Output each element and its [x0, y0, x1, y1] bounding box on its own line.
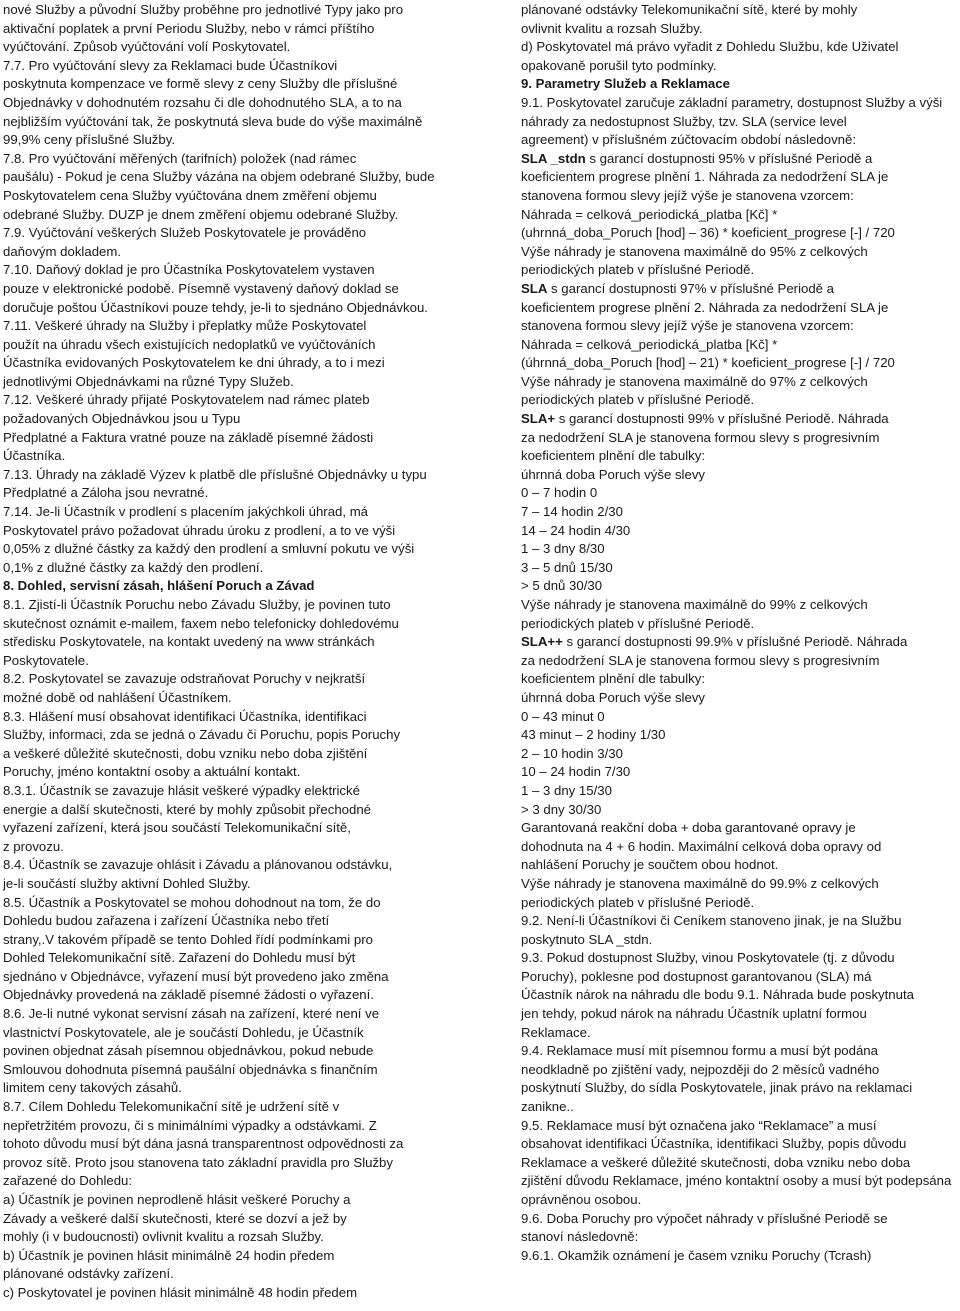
- left-column-line: [3, 670, 458, 689]
- line-text: úhrnná doba Poruch výše slevy: [521, 689, 706, 705]
- right-column-line: [521, 429, 957, 448]
- left-column-line: [3, 819, 458, 838]
- right-column-line: [521, 466, 957, 485]
- line-text: 0 – 43 minut 0: [521, 708, 605, 724]
- left-column-line: [3, 522, 458, 541]
- line-text: 9.5. Reklamace musí být označena jako “Reklamace” a musí: [521, 1117, 877, 1133]
- line-text: zařazené do Dohledu:: [3, 1173, 133, 1189]
- left-column-line: [3, 708, 458, 727]
- line-text: poskytnuto SLA _stdn.: [521, 931, 653, 947]
- left-column-line: [3, 484, 458, 503]
- line-text: 9.6. Doba Poruchy pro výpočet náhrady v příslušné Periodě se: [521, 1210, 888, 1226]
- right-column-line: [521, 986, 957, 1005]
- left-column-line: [3, 912, 458, 931]
- right-column-line: [521, 1005, 957, 1024]
- line-text: 8.4. Účastník se zavazuje ohlásit i Závadu a plánovanou odstávku,: [3, 857, 393, 873]
- line-text: s garancí dostupnosti 99.9% v příslušné Periodě. Náhrada: [562, 634, 908, 650]
- right-column-line: [521, 559, 957, 578]
- left-column-line: [3, 1228, 458, 1247]
- line-text: Reklamace a veškeré důležité skutečnosti, doba vzniku nebo doba: [521, 1154, 911, 1170]
- left-column-line: [3, 20, 458, 39]
- right-column-line: [521, 968, 957, 987]
- right-column-line: [521, 894, 957, 913]
- line-text: Náhrada = celková_periodická_platba [Kč] *: [521, 336, 778, 352]
- right-column-line: [521, 243, 957, 262]
- right-column-line: [521, 113, 957, 132]
- line-text: d) Poskytovatel má právo vyřadit z Dohledu Službu, kde Uživatel: [521, 39, 899, 55]
- line-text: b) Účastník je povinen hlásit minimálně 24 hodin předem: [3, 1247, 335, 1263]
- left-column-line: [3, 1284, 458, 1303]
- left-column-line: [3, 131, 458, 150]
- right-column-line: [521, 317, 957, 336]
- line-text: > 5 dnů 30/30: [521, 578, 603, 594]
- line-text: Náhrada = celková_periodická_platba [Kč] *: [521, 206, 778, 222]
- line-text: Poskytovatelem cena Služby vyúčtována dnem změření objemu: [3, 187, 377, 203]
- line-text: a veškeré důležité skutečnosti, dobu vzniku nebo doba zjištění: [3, 745, 368, 761]
- right-column-line: [521, 540, 957, 559]
- right-column-line: [521, 336, 957, 355]
- line-text: 9.6.1. Okamžik oznámení je časem vzniku Poruchy (Tcrash): [521, 1247, 872, 1263]
- left-column-line: [3, 280, 458, 299]
- line-text: plánované odstávky Telekomunikační sítě, které by mohly: [521, 2, 858, 17]
- line-text: periodických plateb v příslušné Periodě.: [521, 262, 755, 278]
- left-column-line: [3, 187, 458, 206]
- left-column-line: [3, 503, 458, 522]
- right-column-line: [521, 1117, 957, 1136]
- left-column-line: [3, 243, 458, 262]
- right-column-line: [521, 299, 957, 318]
- left-column-line: [3, 949, 458, 968]
- bold-text: SLA: [521, 280, 548, 296]
- line-text: stanoví následovně:: [521, 1229, 639, 1245]
- bold-text: SLA+: [521, 411, 556, 427]
- line-text: 14 – 24 hodin 4/30: [521, 522, 631, 538]
- left-column-line: [3, 466, 458, 485]
- right-column-line: [521, 801, 957, 820]
- right-column: [521, 1, 957, 1265]
- line-text: Výše náhrady je stanovena maximálně do 95% z celkových: [521, 243, 868, 259]
- line-text: s garancí dostupnosti 99% v příslušné Periodě. Náhrada: [555, 411, 889, 427]
- left-column-line: [3, 38, 458, 57]
- left-column-line: [3, 150, 458, 169]
- line-text: 8.3.1. Účastník se zavazuje hlásit veškeré výpadky elektrické: [3, 782, 360, 798]
- line-text: Účastník nárok na náhradu dle bodu 9.1. Náhrada bude poskytnuta: [521, 987, 914, 1003]
- line-text: plánované odstávky zařízení.: [3, 1266, 174, 1282]
- right-column-line: [521, 745, 957, 764]
- left-column-line: [3, 75, 458, 94]
- line-text: jen tehdy, pokud nárok na náhradu Účastník uplatní formou: [521, 1006, 867, 1022]
- right-column-line: [521, 1098, 957, 1117]
- right-column-line: [521, 187, 957, 206]
- left-column-line: [3, 1005, 458, 1024]
- line-text: koeficientem progrese plnění 2. Náhrada za nedodržení SLA je: [521, 299, 889, 315]
- line-text: Předplatné a Faktura vratné pouze na základě písemné žádosti: [3, 429, 374, 445]
- left-column-line: [3, 894, 458, 913]
- left-column-line: [3, 931, 458, 950]
- right-column-line: [521, 782, 957, 801]
- line-text: 8.5. Účastník a Poskytovatel se mohou dohodnout na tom, že do: [3, 894, 381, 910]
- right-column-line: [521, 168, 957, 187]
- line-text: 3 – 5 dnů 15/30: [521, 559, 613, 575]
- line-text: pouze v elektronické podobě. Písemně vystavený daňový doklad se: [3, 280, 399, 296]
- left-column-line: [3, 1079, 458, 1098]
- line-text: zjištění důvodu Reklamace, jméno kontaktní osoby a musí být podepsána: [521, 1173, 952, 1189]
- left-column-line: [3, 745, 458, 764]
- left-column-line: [3, 559, 458, 578]
- left-column-line: [3, 596, 458, 615]
- bold-text: 9. Parametry Služeb a Reklamace: [521, 76, 730, 92]
- right-column-line: [521, 1, 957, 20]
- right-column-line: [521, 391, 957, 410]
- right-column-line: [521, 577, 957, 596]
- right-column-line: [521, 1135, 957, 1154]
- line-text: 2 – 10 hodin 3/30: [521, 745, 623, 761]
- line-text: 7.7. Pro vyúčtování slevy za Reklamaci bude Účastníkovi: [3, 57, 338, 73]
- left-column-line: [3, 1, 458, 20]
- line-text: neodkladně po zjištění vady, nejpozději do 2 měsíců vadného: [521, 1061, 880, 1077]
- right-column-line: [521, 206, 957, 225]
- line-text: 7.10. Daňový doklad je pro Účastníka Poskytovatelem vystaven: [3, 262, 375, 278]
- line-text: stanovena formou slevy jejíž výše je stanovena vzorcem:: [521, 318, 854, 334]
- left-column-line: [3, 782, 458, 801]
- line-text: 1 – 3 dny 8/30: [521, 541, 605, 557]
- line-text: úhrnná doba Poruch výše slevy: [521, 466, 706, 482]
- right-column-line: [521, 354, 957, 373]
- line-text: Dohled Telekomunikační sítě. Zařazení do Dohledu musí být: [3, 950, 356, 966]
- line-text: Účastníka evidovaných Poskytovatelem ke dni úhrady, a to i mezi: [3, 355, 385, 371]
- right-column-line: [521, 633, 957, 652]
- line-text: 0 – 7 hodin 0: [521, 485, 598, 501]
- left-column-line: [3, 1154, 458, 1173]
- right-column-line: [521, 410, 957, 429]
- left-column-line: [3, 1117, 458, 1136]
- left-column: [3, 1, 458, 1303]
- right-column-line: [521, 931, 957, 950]
- right-column-line: [521, 819, 957, 838]
- line-text: 7.12. Veškeré úhrady přijaté Poskytovatelem nad rámec plateb: [3, 392, 370, 408]
- left-column-line: [3, 1247, 458, 1266]
- left-column-line: [3, 633, 458, 652]
- line-text: tohoto důvodu musí být dána jasná transparentnost odpovědnosti za: [3, 1136, 404, 1152]
- line-text: a) Účastník je povinen neprodleně hlásit veškeré Poruchy a: [3, 1192, 351, 1207]
- right-column-line: [521, 38, 957, 57]
- line-text: nepřetržitém provozu, či s minimálními výpadky a odstávkami. Z: [3, 1117, 377, 1133]
- line-text: energie a další skutečnosti, které by mohly způsobit přechodné: [3, 801, 371, 817]
- left-column-line: [3, 373, 458, 392]
- line-text: obsahovat identifikaci Účastníka, identifikaci Služby, popis důvodu: [521, 1136, 907, 1152]
- left-column-line: [3, 540, 458, 559]
- line-text: periodických plateb v příslušné Periodě.: [521, 615, 755, 631]
- left-column-line: [3, 224, 458, 243]
- left-column-line: [3, 354, 458, 373]
- left-column-line: [3, 986, 458, 1005]
- right-column-line: [521, 1172, 957, 1191]
- line-text: 1 – 3 dny 15/30: [521, 782, 612, 798]
- left-column-line: [3, 391, 458, 410]
- right-column-line: [521, 94, 957, 113]
- left-column-line: [3, 299, 458, 318]
- line-text: 7.11. Veškeré úhrady na Služby i přeplatky může Poskytovatel: [3, 318, 367, 334]
- left-column-line: [3, 1098, 458, 1117]
- left-column-line: [3, 1210, 458, 1229]
- line-text: Poruchy, jméno kontaktní osoby a aktuální kontakt.: [3, 764, 301, 780]
- line-text: mohly (i v budoucnosti) ovlivnit kvalitu a rozsah Služby.: [3, 1229, 324, 1245]
- left-column-line: [3, 875, 458, 894]
- line-text: periodických plateb v příslušné Periodě.: [521, 392, 755, 408]
- line-text: koeficientem plnění dle tabulky:: [521, 448, 706, 464]
- left-column-line: [3, 968, 458, 987]
- line-text: 9.1. Poskytovatel zaručuje základní parametry, dostupnost Služby a výši: [521, 94, 943, 110]
- line-text: aktivační poplatek a první Periodu Služby, nebo v rámci příštího: [3, 20, 375, 36]
- line-text: použít na úhradu všech existujících nedoplatků ve vyúčtováních: [3, 336, 376, 352]
- line-text: středisku Poskytovatele, na kontakt uvedený na www stránkách: [3, 634, 375, 650]
- left-column-line: [3, 838, 458, 857]
- line-text: Výše náhrady je stanovena maximálně do 99.9% z celkových: [521, 875, 879, 891]
- line-text: (uhrnná_doba_Poruch [hod] – 36) * koeficient_progrese [-] / 720: [521, 225, 895, 241]
- line-text: nové Služby a původní Služby proběhne pro jednotlivé Typy jako pro: [3, 2, 404, 17]
- line-text: zanikne..: [521, 1099, 574, 1115]
- line-text: 8.7. Cílem Dohledu Telekomunikační sítě je udržení sítě v: [3, 1099, 340, 1115]
- line-text: Garantovaná reakční doba + doba garantované opravy je: [521, 820, 856, 836]
- right-column-line: [521, 726, 957, 745]
- line-text: 7 – 14 hodin 2/30: [521, 504, 623, 520]
- bold-text: SLA++: [521, 634, 563, 650]
- left-column-line: [3, 1135, 458, 1154]
- line-text: 0,1% z dlužné částky za každý den prodlení.: [3, 559, 264, 575]
- right-column-line: [521, 652, 957, 671]
- right-column-line: [521, 596, 957, 615]
- right-column-line: [521, 912, 957, 931]
- line-text: 43 minut – 2 hodiny 1/30: [521, 727, 666, 743]
- line-text: 7.14. Je-li Účastník v prodlení s placením jakýchkoli úhrad, má: [3, 504, 369, 520]
- right-column-line: [521, 1061, 957, 1080]
- line-text: agreement) v příslušném zúčtovacím období následovně:: [521, 132, 856, 148]
- left-column-line: [3, 1265, 458, 1284]
- line-text: Dohledu budou zařazena i zařízení Účastníka nebo třetí: [3, 913, 330, 929]
- line-text: Výše náhrady je stanovena maximálně do 97% z celkových: [521, 373, 868, 389]
- line-text: Předplatné a Záloha jsou nevratné.: [3, 485, 209, 501]
- line-text: poskytnutí Služby, do sídla Poskytovatele, jinak právo na reklamaci: [521, 1080, 913, 1096]
- line-text: sjednáno v Objednávce, vyřazení musí být provedeno jako změna: [3, 968, 389, 984]
- right-column-line: [521, 708, 957, 727]
- line-text: povinen objednat zásah písemnou objednávkou, pokud nebude: [3, 1043, 374, 1059]
- line-text: za nedodržení SLA je stanovena formou slevy s progresivním: [521, 429, 880, 445]
- line-text: Reklamace.: [521, 1024, 591, 1040]
- right-column-line: [521, 522, 957, 541]
- line-text: s garancí dostupnosti 95% v příslušné Periodě a: [585, 150, 873, 166]
- line-text: Účastníka.: [3, 448, 66, 464]
- right-column-line: [521, 763, 957, 782]
- right-column-line: [521, 1210, 957, 1229]
- left-column-line: [3, 261, 458, 280]
- line-text: 8.6. Je-li nutné vykonat servisní zásah na zařízení, které není ve: [3, 1006, 380, 1022]
- right-column-line: [521, 1191, 957, 1210]
- line-text: 7.8. Pro vyúčtování měřených (tarifních) položek (nad rámec: [3, 150, 357, 166]
- line-text: požadovaných Objednávkou jsou u Typu: [3, 411, 241, 427]
- left-column-line: [3, 336, 458, 355]
- right-column-line: [521, 670, 957, 689]
- line-text: nejbližším vyúčtování tak, že poskytnutá sleva bude do výše maximálně: [3, 113, 423, 129]
- line-text: je-li součástí služby aktivní Dohled Služby.: [3, 875, 251, 891]
- line-text: doručuje poštou Účastníkovi pouze tehdy, je-li to sjednáno Objednávkou.: [3, 299, 428, 315]
- line-text: za nedodržení SLA je stanovena formou slevy s progresivním: [521, 652, 880, 668]
- line-text: oprávněnou osobou.: [521, 1192, 642, 1207]
- left-column-line: [3, 856, 458, 875]
- right-column-line: [521, 1247, 957, 1266]
- left-column-line: [3, 689, 458, 708]
- line-text: provoz sítě. Proto jsou stanovena tato základní pravidla pro Služby: [3, 1154, 393, 1170]
- line-text: periodických plateb v příslušné Periodě.: [521, 894, 755, 910]
- left-column-line: [3, 113, 458, 132]
- line-text: Objednávky provedená na základě písemné žádosti o vyřazení.: [3, 987, 374, 1003]
- left-column-line: [3, 410, 458, 429]
- line-text: 8.3. Hlášení musí obsahovat identifikaci Účastníka, identifikaci: [3, 708, 367, 724]
- left-column-line: [3, 447, 458, 466]
- right-column-line: [521, 75, 957, 94]
- bold-text: SLA _stdn: [521, 150, 586, 166]
- right-column-line: [521, 131, 957, 150]
- left-column-line: [3, 1191, 458, 1210]
- line-text: > 3 dny 30/30: [521, 801, 602, 817]
- left-column-line: [3, 429, 458, 448]
- line-text: 9.3. Pokud dostupnost Služby, vinou Poskytovatele (tj. z důvodu: [521, 950, 895, 966]
- line-text: 8.2. Poskytovatel se zavazuje odstraňovat Poruchy v nejkratší: [3, 671, 366, 687]
- line-text: (úhrnná_doba_Poruch [hod] – 21) * koeficient_progrese [-] / 720: [521, 355, 895, 371]
- left-column-line: [3, 1024, 458, 1043]
- right-column-line: [521, 1228, 957, 1247]
- right-column-line: [521, 484, 957, 503]
- line-text: Poskytovatel právo požadovat úhradu úroku z prodlení, a to ve výši: [3, 522, 396, 538]
- line-text: nahlášení Poruchy je součtem obou hodnot.: [521, 857, 779, 873]
- line-text: 7.9. Vyúčtování veškerých Služeb Poskytovatele je prováděno: [3, 225, 367, 241]
- left-column-line: [3, 57, 458, 76]
- line-text: jednotlivými Objednávkami na různé Typy Služeb.: [3, 373, 294, 389]
- line-text: Smlouvou dohodnuta písemná paušální objednávka s finančním: [3, 1061, 378, 1077]
- left-column-line: [3, 615, 458, 634]
- line-text: 9.2. Není-li Účastníkovi či Ceníkem stanoveno jinak, je na Službu: [521, 913, 902, 929]
- line-text: náhrady za nedostupnost Služby, tzv. SLA (service level: [521, 113, 847, 129]
- right-column-line: [521, 150, 957, 169]
- bold-text: 8. Dohled, servisní zásah, hlášení Poruch a Závad: [3, 578, 315, 594]
- line-text: ovlivnit kvalitu a rozsah Služby.: [521, 20, 703, 36]
- right-column-line: [521, 1024, 957, 1043]
- line-text: stanovena formou slevy jejíž výše je stanovena vzorcem:: [521, 187, 854, 203]
- left-column-line: [3, 652, 458, 671]
- left-column-line: [3, 577, 458, 596]
- line-text: vyřazení zařízení, která jsou součástí Telekomunikační sítě,: [3, 820, 351, 836]
- line-text: Poskytovatele.: [3, 652, 89, 668]
- right-column-line: [521, 838, 957, 857]
- line-text: 9.4. Reklamace musí mít písemnou formu a musí být podána: [521, 1043, 878, 1059]
- left-column-line: [3, 317, 458, 336]
- left-column-line: [3, 1042, 458, 1061]
- left-column-line: [3, 94, 458, 113]
- line-text: skutečnost oznámit e-mailem, faxem nebo telefonicky dohledovému: [3, 615, 399, 631]
- line-text: koeficientem plnění dle tabulky:: [521, 671, 706, 687]
- line-text: s garancí dostupnosti 97% v příslušné Periodě a: [547, 280, 835, 296]
- right-column-line: [521, 856, 957, 875]
- line-text: odebrané Služby. DUZP je dnem změření objemu odebrané Služby.: [3, 206, 399, 222]
- line-text: limitem ceny takových zásahů.: [3, 1080, 182, 1096]
- right-column-line: [521, 689, 957, 708]
- right-column-line: [521, 373, 957, 392]
- line-text: daňovým dokladem.: [3, 243, 122, 259]
- line-text: 7.13. Úhrady na základě Výzev k platbě dle příslušné Objednávky u typu: [3, 466, 427, 482]
- right-column-line: [521, 447, 957, 466]
- right-column-line: [521, 57, 957, 76]
- line-text: koeficientem progrese plnění 1. Náhrada za nedodržení SLA je: [521, 169, 889, 185]
- line-text: vyúčtování. Způsob vyúčtování volí Poskytovatel.: [3, 39, 291, 55]
- right-column-line: [521, 261, 957, 280]
- line-text: 0,05% z dlužné částky za každý den prodlení a smluvní pokutu ve výši: [3, 541, 415, 557]
- left-column-line: [3, 168, 458, 187]
- left-column-line: [3, 763, 458, 782]
- right-column-line: [521, 1154, 957, 1173]
- line-text: Služby, informaci, zda se jedná o Závadu či Poruchu, popis Poruchy: [3, 727, 401, 743]
- left-column-line: [3, 1172, 458, 1191]
- right-column-line: [521, 20, 957, 39]
- left-column-line: [3, 801, 458, 820]
- left-column-line: [3, 726, 458, 745]
- line-text: Výše náhrady je stanovena maximálně do 99% z celkových: [521, 597, 868, 612]
- line-text: Objednávky v dohodnutém rozsahu či dle dohodnutého SLA, a to na: [3, 94, 402, 110]
- line-text: poskytnuta kompenzace ve formě slevy z ceny Služby dle příslušné: [3, 76, 398, 92]
- line-text: 8.1. Zjistí-li Účastník Poruchu nebo Závadu Služby, je povinen tuto: [3, 597, 391, 612]
- line-text: Poruchy), poklesne pod dostupnost garantovanou (SLA) má: [521, 968, 872, 984]
- line-text: opakovaně porušil tyto podmínky.: [521, 57, 717, 73]
- line-text: vlastnictví Poskytovatele, ale je součástí Dohledu, je Účastník: [3, 1024, 364, 1040]
- line-text: z provozu.: [3, 838, 64, 854]
- left-column-line: [3, 1061, 458, 1080]
- right-column-line: [521, 280, 957, 299]
- right-column-line: [521, 949, 957, 968]
- right-column-line: [521, 1042, 957, 1061]
- line-text: dohodnuta na 4 + 6 hodin. Maximální celková doba opravy od: [521, 838, 882, 854]
- line-text: strany,.V takovém případě se tento Dohled řídí podmínkami pro: [3, 931, 373, 947]
- line-text: paušálu) - Pokud je cena Služby vázána na objem odebrané Služby, bude: [3, 169, 435, 185]
- right-column-line: [521, 503, 957, 522]
- line-text: Závady a veškeré další skutečnosti, které se dozví a jež by: [3, 1210, 347, 1226]
- right-column-line: [521, 224, 957, 243]
- line-text: 10 – 24 hodin 7/30: [521, 764, 631, 780]
- right-column-line: [521, 1079, 957, 1098]
- right-column-line: [521, 875, 957, 894]
- left-column-line: [3, 206, 458, 225]
- right-column-line: [521, 615, 957, 634]
- line-text: c) Poskytovatel je povinen hlásit minimálně 48 hodin předem: [3, 1284, 358, 1300]
- line-text: 99,9% ceny příslušné Služby.: [3, 132, 176, 148]
- line-text: možné době od nahlášení Účastníkem.: [3, 689, 232, 705]
